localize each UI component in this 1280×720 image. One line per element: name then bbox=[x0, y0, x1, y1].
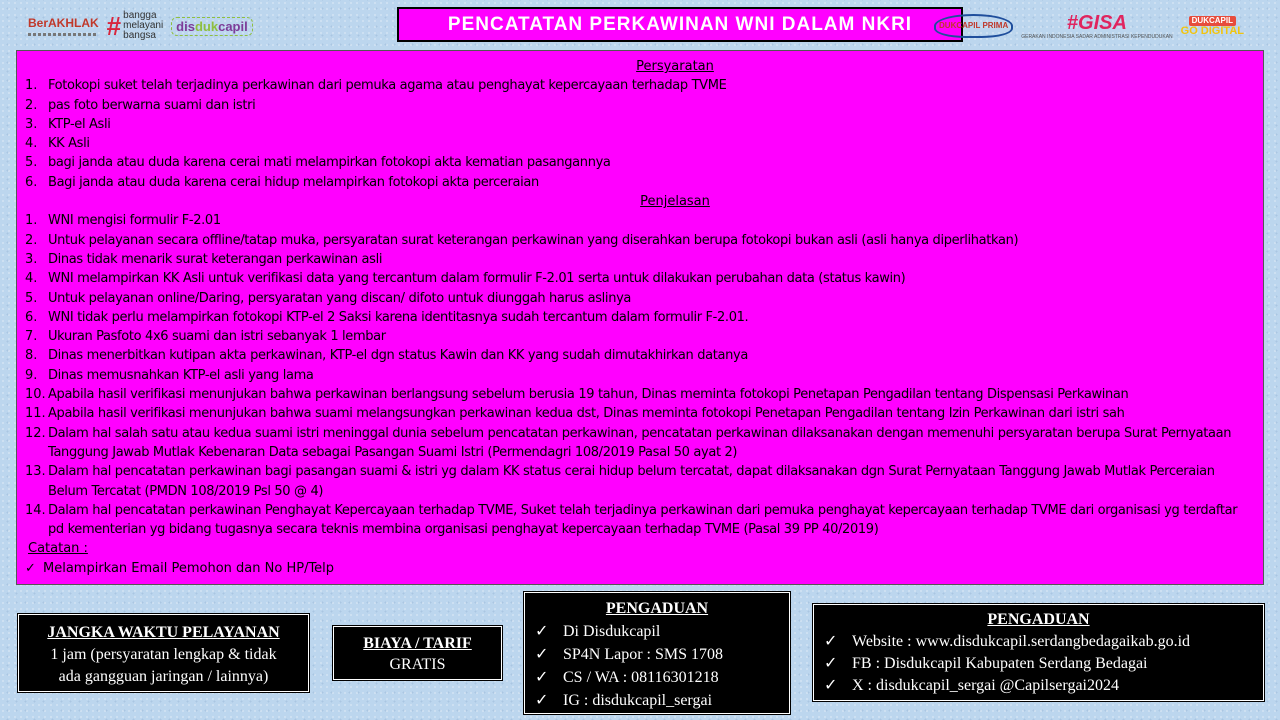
complaint-item bbox=[535, 643, 789, 666]
item-text: Apabila hasil verifikasi menunjukan bahwa perkawinan berlangsung sebelum berusia 19 tahun, Dinas meminta fotokopi Penetapan Pengadilan tentang Dispensasi Perkawinan bbox=[48, 387, 1129, 403]
persyaratan-item bbox=[25, 76, 1255, 95]
penjelasan-item bbox=[25, 462, 1255, 501]
service-time-line-2: ada gangguan jaringan / lainnya) bbox=[58, 668, 269, 685]
item-text: Untuk pelayanan online/Daring, persyaratan yang discan/ difoto untuk diunggah harus aslinya bbox=[48, 290, 632, 306]
item-text: Dalam hal salah satu atau kedua suami istri meninggal dunia sebelum pencatatan perkawinan, pencatatan perkawinan dilaksanakan dengan memenuhi persyaratan berupa Surat Pernyataan Tanggung Jawab Mutlak Kebenaran Data sebagai Pasangan Suami Istri (Permendagri 108/2019 Pasal 50 ayat 2) bbox=[48, 425, 1232, 460]
item-text: Apabila hasil verifikasi menunjukan bahwa suami melangsungkan perkawinan kedua dst, Dinas meminta fotokopi Penetapan Pengadilan tentang Izin Perkawinan dari istri sah bbox=[48, 406, 1125, 422]
complaint-item-text: IG : disdukcapil_sergai bbox=[563, 692, 713, 709]
checkmark-icon: ✓ bbox=[535, 646, 549, 663]
item-number: 2. bbox=[25, 232, 38, 248]
persyaratan-heading: Persyaratan bbox=[636, 59, 714, 74]
penjelasan-item bbox=[25, 231, 1255, 250]
logo-group-left bbox=[28, 10, 253, 42]
berakhlak-logo-subline bbox=[28, 33, 98, 36]
penjelasan-heading: Penjelasan bbox=[640, 194, 710, 210]
penjelasan-item bbox=[25, 404, 1255, 423]
service-time-box bbox=[18, 614, 309, 692]
disdukcapil-logo-part-a: dis bbox=[176, 18, 195, 34]
gisa-logo-subtext: GERAKAN INDONESIA SADAR ADMINISTRASI KEPENDUDUKAN bbox=[1021, 33, 1173, 40]
item-text: Dinas menerbitkan kutipan akta perkawinan, KTP-el dgn status Kawin dan KK yang sudah dimutakhirkan datanya bbox=[48, 348, 748, 364]
complaint-item-text: CS / WA : 08116301218 bbox=[563, 669, 719, 686]
complaint-item-text: Website : www.disdukcapil.serdangbedagaikab.go.id bbox=[852, 633, 1191, 650]
item-text: Bagi janda atau duda karena cerai hidup melampirkan fotokopi akta perceraian bbox=[48, 174, 539, 190]
complaint-box-online bbox=[813, 604, 1264, 701]
persyaratan-item bbox=[25, 96, 1255, 115]
complaint-box-contacts bbox=[524, 592, 790, 714]
bangga-words bbox=[123, 11, 163, 41]
checkmark-icon: ✓ bbox=[535, 623, 549, 640]
checkmark-icon: ✓ bbox=[25, 560, 36, 576]
penjelasan-item bbox=[25, 211, 1255, 230]
item-text: pas foto berwarna suami dan istri bbox=[48, 97, 256, 113]
penjelasan-item bbox=[25, 289, 1255, 308]
item-number: 5. bbox=[25, 155, 38, 171]
complaint-heading: PENGADUAN bbox=[605, 600, 709, 617]
complaint-item bbox=[824, 631, 1263, 653]
dukcapil-prima-logo: DUKCAPIL PRIMA bbox=[934, 14, 1013, 38]
page-title: PENCATATAN PERKAWINAN WNI DALAM NKRI bbox=[397, 7, 963, 42]
complaint-item bbox=[535, 689, 789, 712]
item-number: 3. bbox=[25, 251, 38, 267]
penjelasan-list bbox=[25, 211, 1255, 539]
persyaratan-item bbox=[25, 153, 1255, 172]
complaint-item-text: Di Disdukcapil bbox=[563, 623, 661, 640]
complaint-item-text: X : disdukcapil_sergai @Capilsergai2024 bbox=[852, 677, 1119, 694]
persyaratan-item bbox=[25, 134, 1255, 153]
item-text: WNI mengisi formulir F-2.01 bbox=[48, 213, 221, 229]
item-number: 7. bbox=[25, 329, 38, 345]
item-text: KK Asli bbox=[48, 136, 90, 152]
catatan-item-text: Melampirkan Email Pemohon dan No HP/Telp bbox=[43, 560, 335, 576]
item-number: 9. bbox=[25, 367, 38, 383]
complaint-item bbox=[535, 666, 789, 689]
item-number: 6. bbox=[25, 174, 38, 190]
checkmark-icon: ✓ bbox=[824, 677, 838, 694]
penjelasan-item bbox=[25, 424, 1255, 463]
item-number: 5. bbox=[25, 290, 38, 306]
complaint-item bbox=[824, 675, 1263, 697]
dukcapil-go-digital-logo bbox=[1181, 16, 1244, 37]
fee-box bbox=[333, 626, 502, 680]
penjelasan-item bbox=[25, 501, 1255, 540]
fee-heading: BIAYA / TARIF bbox=[363, 635, 472, 652]
item-text: Dalam hal pencatatan perkawinan bagi pasangan suami & istri yg dalam KK status cerai hidup belum tercatat, dapat dilaksanakan dgn Surat Pernyataan Tanggung Jawab Mutlak Perceraian Belum Tercatat (PMDN 108/2019 Psl 50 @ 4) bbox=[48, 464, 1215, 499]
item-text: Ukuran Pasfoto 4x6 suami dan istri sebanyak 1 lembar bbox=[48, 329, 386, 345]
bangga-line-1: bangga bbox=[123, 10, 157, 21]
item-number: 11. bbox=[25, 406, 46, 422]
berakhlak-logo-text: BerAKHLAK bbox=[28, 15, 99, 30]
checkmark-icon: ✓ bbox=[535, 669, 549, 686]
persyaratan-list bbox=[25, 76, 1255, 192]
gisa-logo-text: #GISA bbox=[1066, 11, 1127, 34]
item-text: Dinas tidak menarik surat keterangan perkawinan asli bbox=[48, 251, 383, 267]
item-number: 12. bbox=[25, 425, 46, 441]
item-text: Dalam hal pencatatan perkawinan Penghayat Kepercayaan terhadap TVME, Suket telah terjadinya perkawinan dari pemuka penghayat kepercayaan terhadap TVME dari organisasi yg terdaftar pd kementerian yg bidang tugasnya secara teknis membina organisasi penghayat kepercayaan terhadap TVME (Pasal 39 PP 40/2019) bbox=[48, 502, 1238, 538]
item-text: KTP-el Asli bbox=[48, 116, 111, 132]
catatan-item bbox=[25, 559, 1255, 578]
requirements-panel bbox=[16, 50, 1264, 585]
complaint-item-text: FB : Disdukcapil Kabupaten Serdang Bedagai bbox=[852, 655, 1148, 672]
penjelasan-item bbox=[25, 327, 1255, 346]
disdukcapil-logo-part-b: duk bbox=[194, 18, 219, 34]
item-text: WNI tidak perlu melampirkan fotokopi KTP-el 2 Saksi karena identitasnya sudah tercantum dalam formulir F-2.01. bbox=[48, 309, 749, 325]
service-time-line-1: 1 jam (persyaratan lengkap & tidak bbox=[50, 646, 277, 663]
item-text: Dinas memusnahkan KTP-el asli yang lama bbox=[48, 367, 314, 383]
item-number: 2. bbox=[25, 97, 38, 113]
checkmark-icon: ✓ bbox=[535, 692, 549, 709]
complaint-item bbox=[535, 620, 789, 643]
complaint-item bbox=[824, 653, 1263, 675]
bangga-line-2: melayani bbox=[123, 20, 164, 31]
item-number: 4. bbox=[25, 271, 38, 287]
penjelasan-item bbox=[25, 308, 1255, 327]
go-digital-bottom: GO DIGITAL bbox=[1180, 24, 1244, 37]
penjelasan-item bbox=[25, 346, 1255, 365]
complaint-item-text: SP4N Lapor : SMS 1708 bbox=[563, 646, 724, 663]
item-number: 1. bbox=[25, 78, 38, 94]
persyaratan-item bbox=[25, 115, 1255, 134]
item-text: Fotokopi suket telah terjadinya perkawinan dari pemuka agama atau penghayat kepercayaan terhadap TVME bbox=[48, 78, 727, 94]
fee-value: GRATIS bbox=[389, 656, 446, 673]
penjelasan-item bbox=[25, 250, 1255, 269]
checkmark-icon: ✓ bbox=[824, 633, 838, 650]
penjelasan-item bbox=[25, 366, 1255, 385]
penjelasan-item bbox=[25, 385, 1255, 404]
berakhlak-logo bbox=[28, 17, 99, 36]
bangga-hash-mark: # bbox=[106, 11, 122, 41]
bangga-line-3: bangsa bbox=[123, 30, 156, 41]
item-text: Untuk pelayanan secara offline/tatap muka, persyaratan surat keterangan perkawinan yang diserahkan berupa fotokopi bukan asli (asli hanya diperlihatkan) bbox=[48, 232, 1019, 248]
item-text: bagi janda atau duda karena cerai mati melampirkan fotokopi akta kematian pasangannya bbox=[48, 155, 611, 171]
item-number: 13. bbox=[25, 464, 46, 480]
bangga-melayani-bangsa-logo bbox=[107, 11, 164, 41]
item-number: 4. bbox=[25, 136, 38, 152]
service-time-heading: JANGKA WAKTU PELAYANAN bbox=[47, 624, 280, 641]
penjelasan-item bbox=[25, 269, 1255, 288]
persyaratan-item bbox=[25, 173, 1255, 192]
item-number: 1. bbox=[25, 213, 38, 229]
checkmark-icon: ✓ bbox=[824, 655, 838, 672]
item-number: 14. bbox=[25, 502, 46, 518]
item-number: 8. bbox=[25, 348, 38, 364]
go-digital-top: DUKCAPIL bbox=[1189, 16, 1236, 26]
item-number: 10. bbox=[25, 387, 46, 403]
catatan-heading: Catatan : bbox=[28, 541, 88, 557]
gisa-logo bbox=[1021, 13, 1172, 40]
item-text: WNI melampirkan KK Asli untuk verifikasi data yang tercantum dalam formulir F-2.01 serta untuk dilakukan perubahan data (status kawin) bbox=[48, 271, 906, 287]
complaint-heading: PENGADUAN bbox=[987, 611, 1090, 628]
logo-group-right bbox=[934, 10, 1244, 42]
item-number: 3. bbox=[25, 116, 38, 132]
disdukcapil-logo-part-c: capil bbox=[218, 18, 248, 34]
item-number: 6. bbox=[25, 309, 38, 325]
disdukcapil-logo bbox=[171, 17, 253, 36]
